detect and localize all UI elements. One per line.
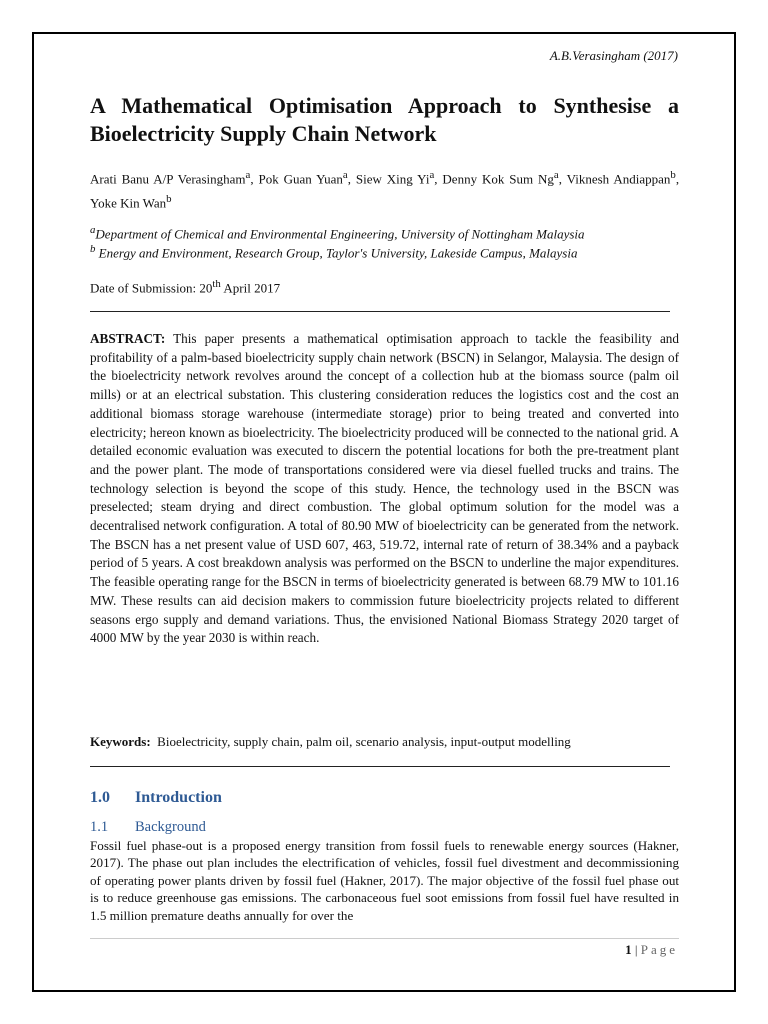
author-sup: b xyxy=(166,193,172,206)
abstract-text: This paper presents a mathematical optimisation approach to tackle the feasibility and profitability of a palm-based bioelectricity supply chain network (BSCN) in Selangor, Malaysia. The design of the bioelectricity network revolves around the concept of a collection hub at the biomass source (palm oil mills) or at an electrical substation. This clustering consideration reduces the logistics cost and the cost an additional biomass storage warehouse (intermediate storage) prior to being treated and converted into electricity; hereon known as bioelectricity. The bioelectricity produced will be connected to the national grid. A detailed economic evaluation was executed to discern the potential locations for both the pre-treatment plant and the power plant. The mode of transportations considered were via diesel fuelled trucks and trains. The technology selection is beyond the scope of this study. Hence, the technology used in the BSCN was preselected; steam drying and direct combustion. The global optimum solution for the model was a decentralised network configuration. A total of 80.90 MW of bioelectricity can be generated from the network. The BSCN has a net present value of USD 607, 463, 519.72, internal rate of return of 38.34% and a payback period of 5 years. A cost breakdown analysis was performed on the BSCN to underline the major expenditures. The feasible operating range for the BSCN in terms of bioelectricity generated is between 68.79 MW to 101.16 MW. These results can aid decision makers to commission future bioelectricity projects related to different seasons ergo supply and demand variations. Thus, the envisioned National Biomass Strategy 2020 target of 4000 MW by the year 2030 is within reach. xyxy=(90,331,679,646)
author-sup: a xyxy=(553,169,559,181)
divider-line xyxy=(90,766,670,767)
keywords-text: Bioelectricity, supply chain, palm oil, scenario analysis, input-output modelling xyxy=(157,734,571,749)
author-list: Arati Banu A/P Verasingham$^a$, Pok Guan Yuan$^a$, Siew Xing Yi$^a$, Denny Kok Sum Ng$^a$, Viknesh Andiappan$^b$, Yoke Kin Wan$^b$ xyxy=(90,169,680,211)
affiliation-b xyxy=(90,240,679,262)
affiliation-sup: a xyxy=(90,224,96,236)
subsection-number: 1.1 xyxy=(90,819,109,835)
author-name: Denny Kok Sum Ng xyxy=(442,171,554,187)
paper-title: A Mathematical Optimisation Approach to Synthesise a Bioelectricity Supply Chain Network xyxy=(90,93,679,146)
keywords-label: Keywords: xyxy=(90,734,151,749)
running-head: A.B.Verasingham (2017) xyxy=(549,48,678,63)
page-label: Page xyxy=(640,942,678,957)
author-sup: a xyxy=(245,169,251,181)
page-number xyxy=(625,942,678,958)
abstract-label: ABSTRACT: xyxy=(90,331,166,346)
section-heading xyxy=(90,788,679,808)
subsection-title: Background xyxy=(135,819,206,835)
author-sup: b xyxy=(670,169,676,181)
keywords xyxy=(90,733,679,751)
author-name: Pok Guan Yuan xyxy=(258,171,343,187)
section-title: Introduction xyxy=(135,789,222,806)
submission-date xyxy=(90,275,679,297)
affiliation-text: Department of Chemical and Environmental Engineering, University of Nottingham Malaysia xyxy=(95,226,585,242)
submission-rest: April 2017 xyxy=(220,280,281,296)
affiliation-text: Energy and Environment, Research Group, Taylor's University, Lakeside Campus, Malaysia xyxy=(98,245,578,261)
author-name: Viknesh Andiappan xyxy=(566,171,671,187)
subsection-heading xyxy=(90,818,679,836)
author-name: Yoke Kin Wan xyxy=(90,195,167,211)
submission-sup: th xyxy=(212,278,221,290)
divider-line xyxy=(90,311,670,312)
author-name: Arati Banu A/P Verasingham xyxy=(90,171,246,187)
author-name: Siew Xing Yi xyxy=(355,171,430,187)
page-number-value: 1 xyxy=(625,942,632,957)
abstract xyxy=(90,330,679,648)
section-number: 1.0 xyxy=(90,789,110,806)
body-paragraph: Fossil fuel phase-out is a proposed energy transition from fossil fuels to renewable energy sources (Hakner, 2017). The phase out plan includes the electrification of vehicles, fossil fuel divestment and decommissioning of operating power plants driven by fossil fuel (Hakner, 2017). The major objective of the fossil fuel phase out is to reduce greenhouse gas emissions. The carbonaceous fuel soot emissions from fossil fuel have resulted in 1.5 million premature deaths annually for over the xyxy=(90,838,679,923)
footer-divider xyxy=(90,938,679,939)
submission-label: Date of Submission: 20 xyxy=(90,280,213,296)
author-sup: a xyxy=(429,169,435,181)
affiliation-sup: b xyxy=(90,243,96,255)
page-separator: | xyxy=(634,942,638,957)
author-sup: a xyxy=(342,169,348,181)
